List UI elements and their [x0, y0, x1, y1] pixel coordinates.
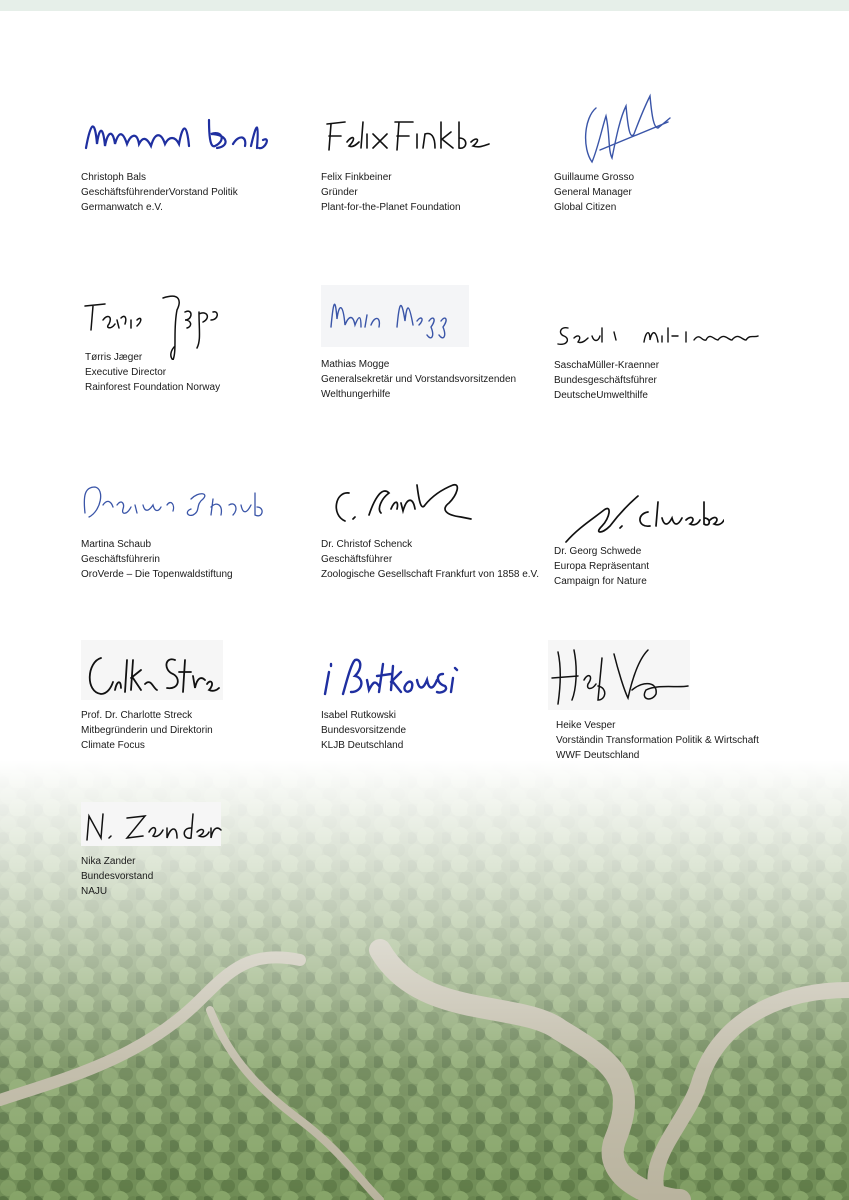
signatory-title: Bundesgeschäftsführer: [554, 375, 657, 386]
signature-image: [321, 110, 491, 162]
signatory-name: Martina Schaub: [81, 539, 152, 550]
signatory-organization: DeutscheUmwelthilfe: [554, 390, 648, 401]
signature-image: [548, 640, 693, 712]
signatory-organization: Zoologische Gesellschaft Frankfurt von 1858 e.V.: [321, 569, 540, 580]
signatory-title: GeschäftsführenderVorstand Politik: [81, 187, 238, 198]
signatory-name: Guillaume Grosso: [554, 172, 635, 183]
signatory-organization: WWF Deutschland: [556, 750, 640, 761]
signatory-name: Dr. Christof Schenck: [321, 539, 413, 550]
top-band: [0, 0, 849, 11]
signatory-name: Prof. Dr. Charlotte Streck: [81, 710, 193, 721]
signatory-title: Executive Director: [85, 367, 167, 378]
signatory-name: Nika Zander: [81, 856, 136, 867]
signature-image: [321, 285, 471, 350]
signatory-title: General Manager: [554, 187, 632, 198]
signatory-organization: NAJU: [81, 886, 108, 897]
signatory-title: Bundesvorsitzende: [321, 725, 407, 736]
signatory-name: Tørris Jæger: [85, 352, 143, 363]
signature-image: [321, 475, 481, 530]
signatory-organization: Campaign for Nature: [554, 576, 647, 587]
signatory-name: SaschaMüller-Kraenner: [554, 360, 660, 371]
signature-image: [81, 110, 271, 162]
signatory-name: Isabel Rutkowski: [321, 710, 397, 721]
signatory-title: Vorständin Transformation Politik & Wirtschaft: [556, 735, 759, 746]
signature-image: [321, 650, 471, 700]
signature-image: [81, 640, 226, 702]
signatory-title: Europa Repräsentant: [554, 561, 650, 572]
signatory-organization: Welthungerhilfe: [321, 389, 391, 400]
signatory-organization: Global Citizen: [554, 202, 617, 213]
signatory-name: Heike Vesper: [556, 720, 616, 731]
signature-image: [554, 488, 724, 548]
signatory-title: Mitbegründerin und Direktorin: [81, 725, 213, 736]
signature-image: [81, 800, 226, 850]
signatory-title: Bundesvorstand: [81, 871, 154, 882]
signatory-organization: Climate Focus: [81, 740, 145, 751]
signature-image: [81, 475, 271, 525]
signatory-organization: KLJB Deutschland: [321, 740, 404, 751]
signature-image: [554, 88, 684, 168]
signatory-name: Mathias Mogge: [321, 359, 390, 370]
signatory-organization: Plant-for-the-Planet Foundation: [321, 202, 461, 213]
signatory-title: Geschäftsführerin: [81, 554, 160, 565]
signature-image: [554, 318, 764, 352]
signatory-title: Geschäftsführer: [321, 554, 393, 565]
signatory-organization: Germanwatch e.V.: [81, 202, 163, 213]
signatory-title: Gründer: [321, 187, 358, 198]
signatory-name: Christoph Bals: [81, 172, 147, 183]
signatory-organization: OroVerde – Die Topenwaldstiftung: [81, 569, 233, 580]
signatory-name: Dr. Georg Schwede: [554, 546, 642, 557]
signatory-organization: Rainforest Foundation Norway: [85, 382, 221, 393]
signatory-name: Felix Finkbeiner: [321, 172, 392, 183]
signatory-title: Generalsekretär und Vorstandsvorsitzenden: [321, 374, 517, 385]
